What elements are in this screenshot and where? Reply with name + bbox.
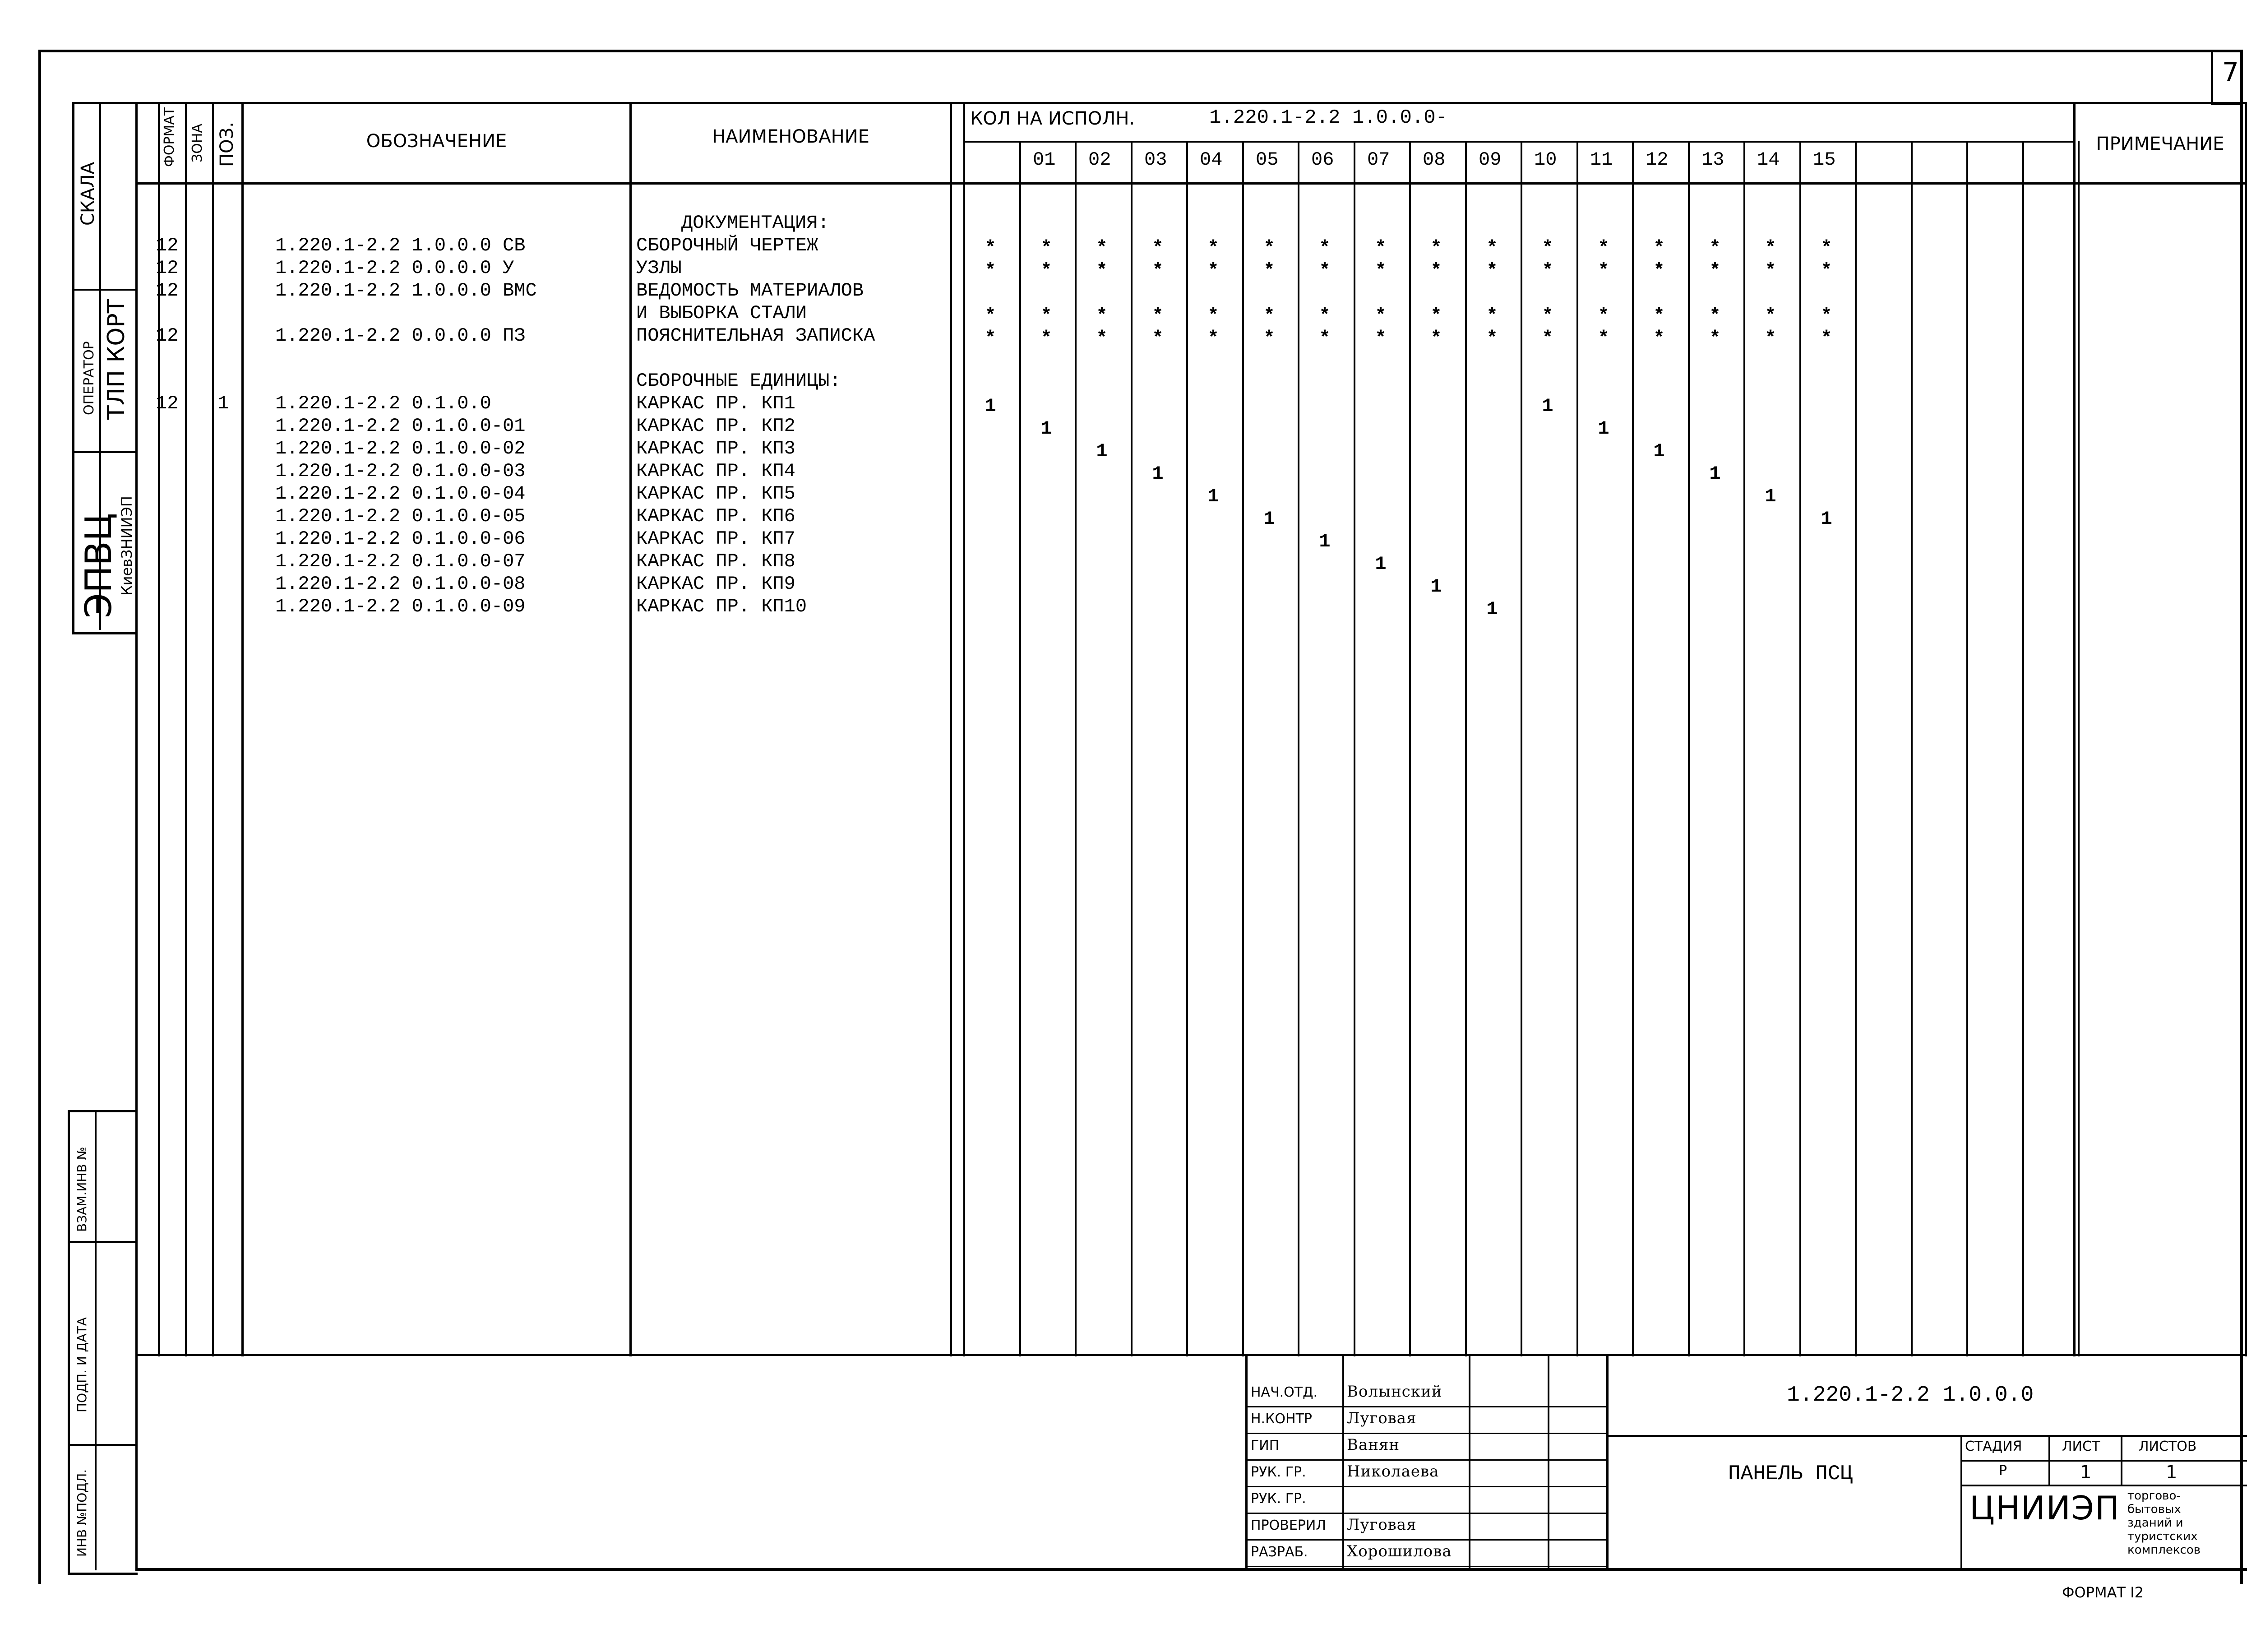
star-mark: * bbox=[1821, 260, 1832, 282]
header-note: ПРИМЕЧАНИЕ bbox=[2096, 134, 2224, 154]
row-designation: 1.220.1-2.2 0.1.0.0-06 bbox=[275, 528, 526, 550]
star-mark: * bbox=[1598, 260, 1609, 282]
title-block-name: Хорошилова bbox=[1347, 1542, 1452, 1560]
title-block-name: Луговая bbox=[1347, 1409, 1417, 1427]
header-zone: ЗОНА bbox=[190, 124, 205, 162]
row-designation: 1.220.1-2.2 1.0.0.0 СВ bbox=[275, 235, 526, 256]
variant-header: 12 bbox=[1646, 149, 1669, 171]
title-block-row-line bbox=[1245, 1459, 1606, 1461]
variant-header: 05 bbox=[1256, 149, 1279, 171]
star-mark: * bbox=[1319, 237, 1331, 259]
org-desc-line: зданий и bbox=[2127, 1516, 2183, 1530]
row-format: 12 bbox=[156, 257, 179, 279]
quantity-one: 1 bbox=[1207, 486, 1219, 507]
star-mark: * bbox=[1486, 305, 1498, 327]
row-designation: 1.220.1-2.2 0.1.0.0-03 bbox=[275, 460, 526, 482]
operator-value: ТЛП КОРТ bbox=[103, 299, 130, 420]
row-name: КАРКАС ПР. КП9 bbox=[636, 573, 795, 595]
star-mark: * bbox=[1040, 260, 1052, 282]
star-mark: * bbox=[1709, 237, 1721, 259]
quantity-one: 1 bbox=[1152, 463, 1164, 485]
row-designation: 1.220.1-2.2 0.1.0.0-08 bbox=[275, 573, 526, 595]
variant-column-line bbox=[1019, 141, 1021, 1356]
star-mark: * bbox=[1598, 328, 1609, 349]
title-block-role: ПРОВЕРИЛ bbox=[1251, 1518, 1326, 1533]
variant-column-line bbox=[1131, 141, 1133, 1356]
row-designation: 1.220.1-2.2 0.1.0.0-01 bbox=[275, 415, 526, 437]
star-mark: * bbox=[1821, 237, 1832, 259]
title-block-row-line bbox=[1245, 1433, 1606, 1434]
star-mark: * bbox=[1709, 328, 1721, 349]
title-block-row-line bbox=[1245, 1406, 1606, 1407]
star-mark: * bbox=[1375, 237, 1387, 259]
star-mark: * bbox=[985, 237, 996, 259]
quantity-one: 1 bbox=[1375, 553, 1387, 575]
variant-header: 03 bbox=[1144, 149, 1167, 171]
variant-column-line bbox=[963, 102, 965, 1356]
header-name: НАИМЕНОВАНИЕ bbox=[712, 126, 869, 147]
star-mark: * bbox=[1765, 328, 1776, 349]
title-block-name: Ванян bbox=[1347, 1436, 1400, 1454]
row-name: ВЕДОМОСТЬ МАТЕРИАЛОВ bbox=[636, 280, 864, 301]
star-mark: * bbox=[1765, 237, 1776, 259]
star-mark: * bbox=[1653, 260, 1665, 282]
variant-column-line bbox=[2078, 141, 2080, 1356]
row-designation: 1.220.1-2.2 0.1.0.0-02 bbox=[275, 438, 526, 459]
star-mark: * bbox=[1542, 237, 1553, 259]
row-format: 12 bbox=[156, 325, 179, 347]
variant-header: 11 bbox=[1590, 149, 1613, 171]
quantity-one: 1 bbox=[1542, 395, 1553, 417]
variant-header: 14 bbox=[1757, 149, 1780, 171]
org-desc-line: комплексов bbox=[2127, 1543, 2201, 1557]
row-name: КАРКАС ПР. КП4 bbox=[636, 460, 795, 482]
quantity-one: 1 bbox=[1040, 418, 1052, 440]
title-block-row-line bbox=[1245, 1513, 1606, 1514]
variant-column-line bbox=[1576, 141, 1578, 1356]
star-mark: * bbox=[1709, 305, 1721, 327]
star-mark: * bbox=[1542, 260, 1553, 282]
star-mark: * bbox=[1096, 328, 1108, 349]
quantity-one: 1 bbox=[1821, 508, 1832, 530]
podp-label: ПОДП. И ДАТА bbox=[74, 1317, 89, 1412]
title-block-row-line bbox=[1245, 1539, 1606, 1541]
quantity-one: 1 bbox=[1319, 531, 1331, 552]
variant-column-line bbox=[1354, 141, 1355, 1356]
variant-header: 10 bbox=[1534, 149, 1557, 171]
row-name: ДОКУМЕНТАЦИЯ: bbox=[681, 212, 829, 234]
org-description bbox=[2127, 1489, 2201, 1557]
operator-label: ОПЕРАТОР bbox=[81, 341, 97, 415]
variant-header: 08 bbox=[1423, 149, 1446, 171]
header-format: ФОРМАТ bbox=[162, 107, 177, 167]
row-format: 12 bbox=[156, 235, 179, 256]
row-name: КАРКАС ПР. КП2 bbox=[636, 415, 795, 437]
star-mark: * bbox=[1152, 328, 1164, 349]
star-mark: * bbox=[1765, 260, 1776, 282]
star-mark: * bbox=[1653, 237, 1665, 259]
title-block-role: НАЧ.ОТД. bbox=[1251, 1384, 1318, 1400]
star-mark: * bbox=[1542, 328, 1553, 349]
star-mark: * bbox=[985, 260, 996, 282]
star-mark: * bbox=[985, 328, 996, 349]
quantity-one: 1 bbox=[1709, 463, 1721, 485]
star-mark: * bbox=[1152, 260, 1164, 282]
row-name: СБОРОЧНЫЕ ЕДИНИЦЫ: bbox=[636, 370, 841, 392]
header-qty-code: 1.220.1-2.2 1.0.0.0- bbox=[1209, 106, 1448, 129]
quantity-one: 1 bbox=[985, 395, 996, 417]
row-name: КАРКАС ПР. КП3 bbox=[636, 438, 795, 459]
star-mark: * bbox=[1096, 305, 1108, 327]
variant-column-line bbox=[1521, 141, 1522, 1356]
title-block-row-line bbox=[1245, 1566, 1606, 1567]
doc-code: 1.220.1-2.2 1.0.0.0 bbox=[1787, 1383, 2034, 1407]
org-name: ЦНИИЭП bbox=[1969, 1489, 2121, 1527]
variant-column-line bbox=[2022, 141, 2024, 1356]
row-name: КАРКАС ПР. КП1 bbox=[636, 393, 795, 414]
star-mark: * bbox=[1207, 305, 1219, 327]
star-mark: * bbox=[1430, 237, 1442, 259]
sheet-label: ЛИСТ bbox=[2062, 1439, 2100, 1454]
star-mark: * bbox=[1263, 305, 1275, 327]
variant-header: 07 bbox=[1367, 149, 1390, 171]
star-mark: * bbox=[1319, 260, 1331, 282]
row-designation: 1.220.1-2.2 0.1.0.0-05 bbox=[275, 505, 526, 527]
star-mark: * bbox=[1430, 305, 1442, 327]
org-desc-line: туристских bbox=[2127, 1530, 2198, 1543]
row-designation: 1.220.1-2.2 0.0.0.0 ПЗ bbox=[275, 325, 526, 347]
row-name: ПОЯСНИТЕЛЬНАЯ ЗАПИСКА bbox=[636, 325, 875, 347]
quantity-one: 1 bbox=[1486, 598, 1498, 620]
star-mark: * bbox=[1152, 305, 1164, 327]
star-mark: * bbox=[1653, 328, 1665, 349]
variant-header: 06 bbox=[1311, 149, 1334, 171]
stage-label: СТАДИЯ bbox=[1965, 1439, 2022, 1454]
star-mark: * bbox=[1486, 237, 1498, 259]
star-mark: * bbox=[1263, 328, 1275, 349]
inv-label: ИНВ №ПОДЛ. bbox=[74, 1469, 89, 1557]
title-block-role: РАЗРАБ. bbox=[1251, 1544, 1308, 1560]
star-mark: * bbox=[1207, 260, 1219, 282]
star-mark: * bbox=[1821, 328, 1832, 349]
org-stamp: ЭПВЦ bbox=[78, 513, 120, 618]
variant-column-line bbox=[1855, 141, 1857, 1356]
sheet-value: 1 bbox=[2080, 1462, 2092, 1483]
star-mark: * bbox=[1319, 328, 1331, 349]
title-block-name: Волынский bbox=[1347, 1383, 1442, 1401]
star-mark: * bbox=[1430, 260, 1442, 282]
title-block-name: Луговая bbox=[1347, 1516, 1417, 1534]
row-designation: 1.220.1-2.2 0.1.0.0 bbox=[275, 393, 491, 414]
vzam-label: ВЗАМ.ИНВ № bbox=[74, 1147, 89, 1232]
org-desc-line: бытовых bbox=[2127, 1503, 2181, 1516]
variant-column-line bbox=[1688, 141, 1690, 1356]
star-mark: * bbox=[1375, 260, 1387, 282]
star-mark: * bbox=[1486, 260, 1498, 282]
variant-header: 01 bbox=[1033, 149, 1056, 171]
variant-header: 13 bbox=[1701, 149, 1724, 171]
stage-value: Р bbox=[1999, 1463, 2007, 1479]
row-name: КАРКАС ПР. КП7 bbox=[636, 528, 795, 550]
star-mark: * bbox=[1207, 237, 1219, 259]
variant-column-line bbox=[1966, 141, 1968, 1356]
variant-column-line bbox=[1242, 141, 1244, 1356]
variant-column-line bbox=[1911, 141, 1913, 1356]
star-mark: * bbox=[1096, 260, 1108, 282]
row-name: КАРКАС ПР. КП6 bbox=[636, 505, 795, 527]
document-title: ПАНЕЛЬ ПСЦ bbox=[1728, 1462, 1853, 1485]
row-designation: 1.220.1-2.2 0.1.0.0-04 bbox=[275, 483, 526, 504]
header-qty-label: КОЛ НА ИСПОЛН. bbox=[970, 108, 1135, 129]
variant-column-line bbox=[1298, 141, 1299, 1356]
sheet-number: 7 bbox=[2222, 57, 2239, 88]
row-name: КАРКАС ПР. КП5 bbox=[636, 483, 795, 504]
row-name: УЗЛЫ bbox=[636, 257, 682, 279]
row-designation: 1.220.1-2.2 1.0.0.0 ВМС bbox=[275, 280, 537, 301]
star-mark: * bbox=[1319, 305, 1331, 327]
row-designation: 1.220.1-2.2 0.0.0.0 У bbox=[275, 257, 514, 279]
quantity-one: 1 bbox=[1653, 440, 1665, 462]
star-mark: * bbox=[1486, 328, 1498, 349]
star-mark: * bbox=[1821, 305, 1832, 327]
title-block-role: РУК. ГР. bbox=[1251, 1464, 1306, 1480]
star-mark: * bbox=[1598, 305, 1609, 327]
row-name: И ВЫБОРКА СТАЛИ bbox=[636, 302, 807, 324]
star-mark: * bbox=[1430, 328, 1442, 349]
title-block-role: Н.КОНТР bbox=[1251, 1411, 1312, 1427]
star-mark: * bbox=[1152, 237, 1164, 259]
variant-header: 02 bbox=[1088, 149, 1111, 171]
title-block-row-line bbox=[1245, 1486, 1606, 1487]
variant-column-line bbox=[1186, 141, 1188, 1356]
star-mark: * bbox=[1263, 237, 1275, 259]
sheets-value: 1 bbox=[2166, 1462, 2177, 1483]
quantity-one: 1 bbox=[1765, 486, 1776, 507]
quantity-one: 1 bbox=[1430, 576, 1442, 597]
row-format: 12 bbox=[156, 393, 179, 414]
header-position: ПОЗ. bbox=[217, 122, 237, 167]
org-desc-line: торгово- bbox=[2127, 1489, 2181, 1503]
star-mark: * bbox=[1375, 305, 1387, 327]
star-mark: * bbox=[1542, 305, 1553, 327]
row-name: КАРКАС ПР. КП8 bbox=[636, 551, 795, 572]
variant-column-line bbox=[1632, 141, 1634, 1356]
star-mark: * bbox=[1207, 328, 1219, 349]
star-mark: * bbox=[1709, 260, 1721, 282]
sheets-label: ЛИСТОВ bbox=[2139, 1439, 2197, 1454]
row-designation: 1.220.1-2.2 0.1.0.0-09 bbox=[275, 596, 526, 617]
star-mark: * bbox=[1375, 328, 1387, 349]
variant-column-line bbox=[1409, 141, 1411, 1356]
row-format: 12 bbox=[156, 280, 179, 301]
variant-header: 09 bbox=[1479, 149, 1502, 171]
title-block-role: ГИП bbox=[1251, 1438, 1280, 1453]
star-mark: * bbox=[985, 305, 996, 327]
quantity-one: 1 bbox=[1598, 418, 1609, 440]
row-pos: 1 bbox=[217, 393, 229, 414]
header-designation: ОБОЗНАЧЕНИЕ bbox=[366, 131, 507, 152]
star-mark: * bbox=[1040, 305, 1052, 327]
star-mark: * bbox=[1765, 305, 1776, 327]
row-name: СБОРОЧНЫЙ ЧЕРТЕЖ bbox=[636, 235, 818, 256]
variant-header: 15 bbox=[1813, 149, 1836, 171]
title-block-row-line bbox=[1245, 1354, 1606, 1355]
row-name: КАРКАС ПР. КП10 bbox=[636, 596, 807, 617]
quantity-one: 1 bbox=[1096, 440, 1108, 462]
format-label: ФОРМАТ I2 bbox=[2062, 1584, 2144, 1601]
quantity-one: 1 bbox=[1263, 508, 1275, 530]
variant-column-line bbox=[1799, 141, 1801, 1356]
star-mark: * bbox=[1096, 237, 1108, 259]
title-block-role: РУК. ГР. bbox=[1251, 1491, 1306, 1507]
scale-label: СКАЛА bbox=[78, 162, 98, 226]
star-mark: * bbox=[1598, 237, 1609, 259]
org-stamp-sub: КиевЗНИИЭП bbox=[118, 496, 135, 596]
star-mark: * bbox=[1653, 305, 1665, 327]
variant-header: 04 bbox=[1200, 149, 1223, 171]
variant-column-line bbox=[1743, 141, 1745, 1356]
title-block-name: Николаева bbox=[1347, 1462, 1439, 1481]
variant-column-line bbox=[1075, 141, 1077, 1356]
variant-column-line bbox=[1465, 141, 1467, 1356]
star-mark: * bbox=[1040, 328, 1052, 349]
star-mark: * bbox=[1263, 260, 1275, 282]
row-designation: 1.220.1-2.2 0.1.0.0-07 bbox=[275, 551, 526, 572]
star-mark: * bbox=[1040, 237, 1052, 259]
